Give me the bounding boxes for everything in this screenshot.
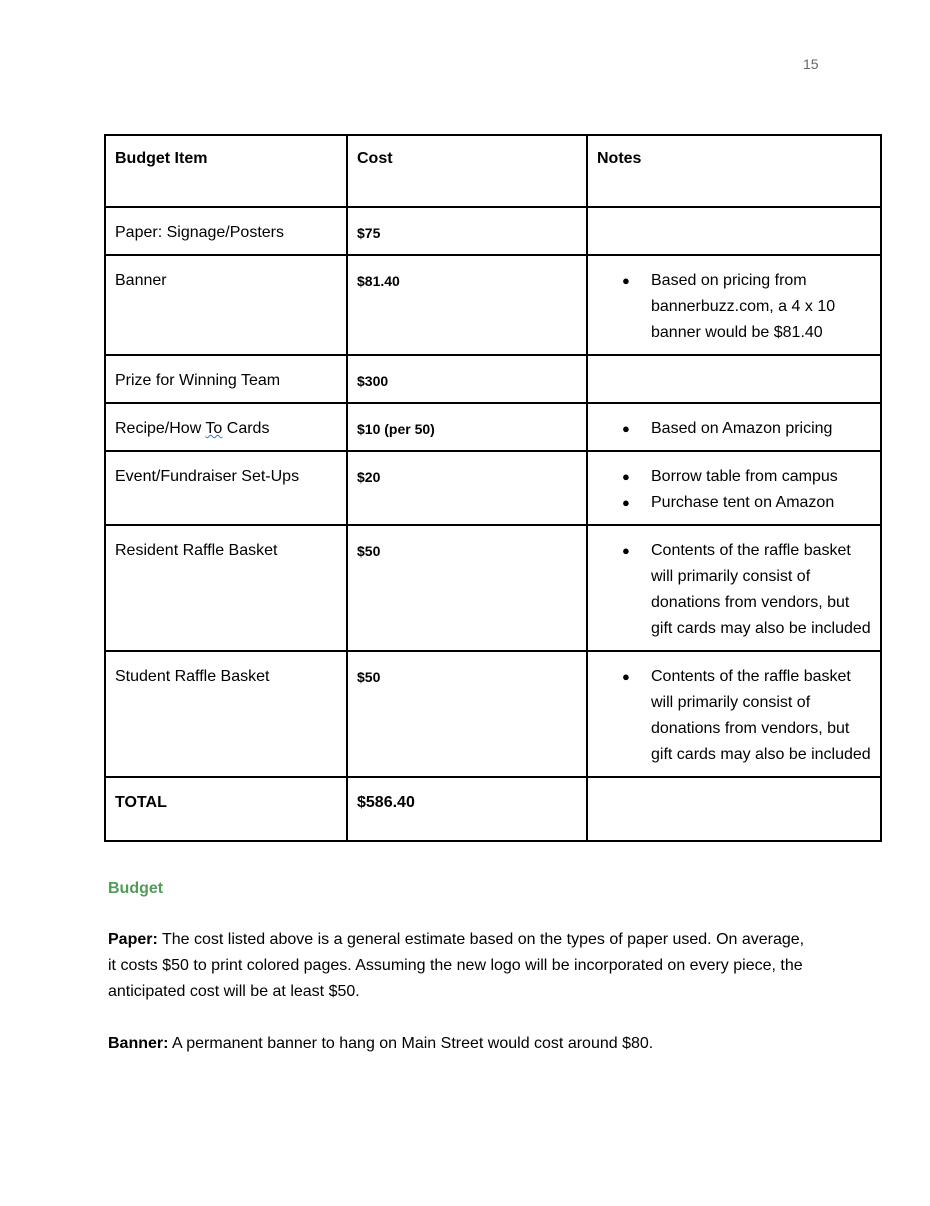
- section-heading-budget: Budget: [108, 880, 164, 897]
- page-number: 15: [803, 56, 819, 72]
- budget-item-cell: [105, 255, 347, 355]
- header-cost: Cost: [347, 135, 587, 207]
- notes-list: [597, 538, 871, 642]
- budget-item-text: Recipe/How: [115, 420, 206, 437]
- budget-item-cell: [105, 451, 347, 525]
- cost-cell: $50: [347, 651, 587, 777]
- header-budget-item: Budget Item: [105, 135, 347, 207]
- budget-table: [104, 134, 882, 842]
- cost-cell: $300: [347, 355, 587, 403]
- table-row: [105, 403, 881, 451]
- table-row: [105, 525, 881, 651]
- table-row: [105, 651, 881, 777]
- budget-item-text: Resident Raffle Basket: [115, 542, 278, 559]
- cost-cell: $50: [347, 525, 587, 651]
- notes-list-item: ● Contents of the raffle basket will primarily consist of donations from vendors, but gift cards may also be included: [651, 664, 871, 768]
- notes-list: [597, 268, 871, 346]
- budget-item-cell: [105, 207, 347, 255]
- budget-item-cell: [105, 525, 347, 651]
- notes-list: [597, 664, 871, 768]
- spellcheck-flagged-word: To: [205, 420, 223, 437]
- notes-cell: [587, 451, 881, 525]
- header-notes: Notes: [587, 135, 881, 207]
- notes-cell: [587, 525, 881, 651]
- table-row: [105, 451, 881, 525]
- budget-item-text-end: Cards: [222, 420, 270, 437]
- budget-item-text: Student Raffle Basket: [115, 668, 270, 685]
- paragraph-banner-text: A permanent banner to hang on Main Street would cost around $80.: [168, 1035, 654, 1052]
- cost-cell: $20: [347, 451, 587, 525]
- cost-cell: $75: [347, 207, 587, 255]
- budget-item-text: Event/Fundraiser Set-Ups: [115, 468, 300, 485]
- paragraph-paper-label: Paper:: [108, 931, 158, 948]
- notes-cell: [587, 355, 881, 403]
- budget-item-text: Paper: Signage/Posters: [115, 224, 284, 241]
- table-row: [105, 255, 881, 355]
- notes-list-item: ● Contents of the raffle basket will primarily consist of donations from vendors, but gift cards may also be included: [651, 538, 871, 642]
- notes-cell: [587, 255, 881, 355]
- table-header-row: [105, 135, 881, 207]
- total-label: TOTAL: [105, 777, 347, 841]
- total-notes: [587, 777, 881, 841]
- notes-list-item: ● Purchase tent on Amazon: [651, 490, 871, 516]
- notes-cell: [587, 207, 881, 255]
- paragraph-banner: [108, 1031, 808, 1057]
- notes-list-item: ● Based on pricing from bannerbuzz.com, a 4 x 10 banner would be $81.40: [651, 268, 871, 346]
- budget-item-cell: [105, 355, 347, 403]
- notes-list: [597, 416, 871, 442]
- total-cost: $586.40: [347, 777, 587, 841]
- table-body: [105, 207, 881, 841]
- notes-cell: [587, 403, 881, 451]
- notes-cell: [587, 651, 881, 777]
- table-row: [105, 207, 881, 255]
- budget-item-cell: [105, 403, 347, 451]
- paragraph-paper-text: The cost listed above is a general estimate based on the types of paper used. On average, it costs $50 to print colored pages. Assuming the new logo will be incorporated on every piece, the anticipated cost will be at least $50.: [108, 931, 805, 1000]
- notes-list: [597, 464, 871, 516]
- budget-item-cell: [105, 651, 347, 777]
- table-row: [105, 355, 881, 403]
- notes-list-item: ● Based on Amazon pricing: [651, 416, 871, 442]
- total-row: [105, 777, 881, 841]
- cost-cell: $10 (per 50): [347, 403, 587, 451]
- budget-item-text: Banner: [115, 272, 167, 289]
- cost-cell: $81.40: [347, 255, 587, 355]
- notes-list-item: ● Borrow table from campus: [651, 464, 871, 490]
- budget-item-text: Prize for Winning Team: [115, 372, 281, 389]
- paragraph-paper: [108, 927, 808, 1005]
- paragraph-banner-label: Banner:: [108, 1035, 169, 1052]
